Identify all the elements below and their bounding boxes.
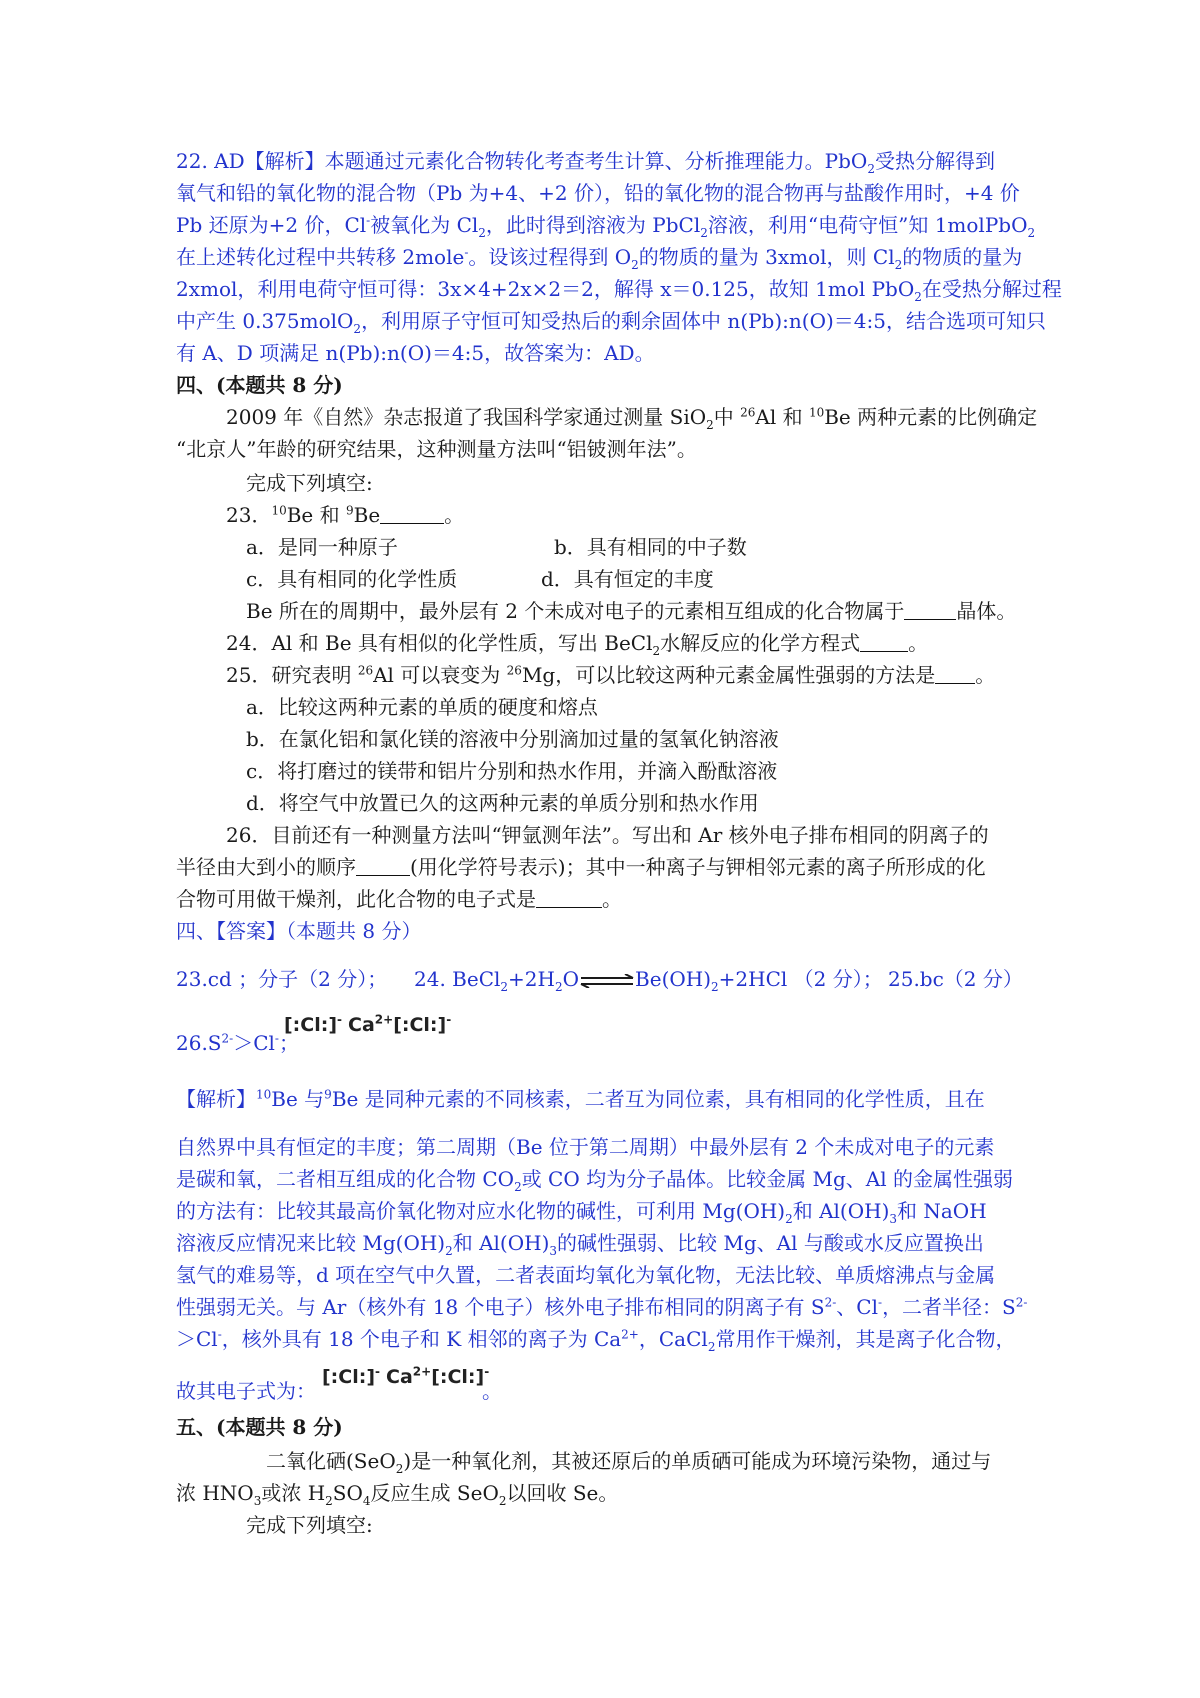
q22-line-2: 氧气和铅的氧化物的混合物（Pb 为+4、+2 价），铅的氧化物的混合物再与盐酸作用时，+4 价 (176, 181, 1020, 205)
q25-option-d: d．将空气中放置已久的这两种元素的单质分别和热水作用 (246, 791, 759, 815)
q22-text: 22. AD【解析】本题通过元素化合物转化考查考生计算、分析推理能力。PbO (176, 149, 868, 173)
analysis-line-1: 【解析】$^{10}$Be 与$^9$Be 是同种元素的不同核素，二者互为同位素，具有相同的化学性质，且在 (176, 1087, 985, 1111)
q22-line-3: Pb 还原为+2 价，Cl-被氧化为 $Cl_2$，此时得到溶液为 PbCl$_2$溶液，利用“电荷守恒”知 1molPbO$_2$ (176, 213, 1036, 240)
sec4-intro-line-1: 2009 年《自然》杂志报道了我国科学家通过测量 SiO$_2$中 $^{26}$Al 和 $^{10}$Be 两种元素的比例确定 (226, 405, 1038, 432)
sec5-line-1: 二氧化硒(SeO$_2$)是一种氧化剂，其被还原后的单质硒可能成为环境污染物，通过与 (266, 1449, 992, 1476)
q23-option-a: a．是同一种原子 (246, 535, 398, 559)
analysis-line-4: 的方法有：比较其最高价氧化物对应水化物的碱性，可利用 $Mg(OH)_2$和 $Al(OH)_3$和 NaOH (176, 1199, 987, 1226)
analysis-line-9: 故其电子式为： (176, 1379, 316, 1403)
answer-blank[interactable] (904, 601, 956, 620)
analysis-line-5: 溶液反应情况来比较 $Mg(OH)_2$和 $Al(OH)_3$的碱性强弱、比较 Mg、Al 与酸或水反应置换出 (176, 1231, 984, 1258)
section-4-heading: 四、(本题共 8 分) (176, 373, 343, 397)
q25-option-c: c．将打磨过的镁带和铝片分别和热水作用，并滴入酚酞溶液 (246, 759, 778, 783)
analysis-line-7: 性强弱无关。与 Ar（核外有 18 个电子）核外电子排布相同的阴离子有 $S^{2-}$、Cl-，二者半径：$S^{2-}$ (176, 1295, 1028, 1319)
answer-blank[interactable] (380, 505, 444, 524)
q22-line-7: 有 A、D 项满足 n(Pb):n(O)＝4:5，故答案为：AD。 (176, 341, 655, 365)
q26-line-3: 合物可用做干燥剂，此化合物的电子式是 。 (176, 887, 622, 911)
lewis-structure-cacl2: [:Cl:]- $Ca^{2+}[:Cl:]^-$ (284, 1012, 452, 1036)
answer-blank[interactable] (536, 889, 602, 908)
answer-23: 23.cd ；分子（2 分）； (176, 967, 388, 991)
analysis-line-8: ＞Cl-，核外具有 18 个电子和 K 相邻的离子为 $Ca^{2+}$，CaCl$_2$常用作干燥剂，其是离子化合物， (176, 1327, 1016, 1354)
q26-line-2: 半径由大到小的顺序 (用化学符号表示)；其中一种离子与钾相邻元素的离子所形成的化 (176, 855, 986, 879)
sec5-line-2: 浓 $HNO_3$或浓 $H_2SO_4$反应生成 SeO$_2$以回收 Se。 (176, 1481, 619, 1508)
sec4-intro-line-2: “北京人”年龄的研究结果，这种测量方法叫“铝铍测年法”。 (176, 437, 697, 461)
analysis-line-3: 是碳和氧，二者相互组成的化合物 $CO_2$或 CO 均为分子晶体。比较金属 Mg、Al 的金属性强弱 (176, 1167, 1013, 1194)
answer-26: $26.S^{2-}>Cl^-$； (176, 1031, 299, 1055)
equilibrium-arrow-icon (579, 974, 635, 988)
q22-line-4: 在上述转化过程中共转移 2mole-。设该过程得到 $O_2$的物质的量为 3xmol，则 $Cl_2$的物质的量为 (176, 245, 1023, 272)
q23-follow: Be 所在的周期中，最外层有 2 个未成对电子的元素相互组成的化合物属于 晶体。 (246, 599, 1017, 623)
q23-option-d: d．具有恒定的丰度 (541, 567, 714, 591)
answer-blank[interactable] (935, 665, 975, 684)
q22-line-6: 中产生 0.375molO$_2$，利用原子守恒可知受热后的剩余固体中 n(Pb):n(O)＝4:5，结合选项可知只 (176, 309, 1046, 336)
section-5-heading: 五、(本题共 8 分) (176, 1415, 343, 1439)
sec4-instruction: 完成下列填空: (246, 471, 373, 495)
analysis-line-6: 氢气的难易等，d 项在空气中久置，二者表面均氧化为氧化物，无法比较、单质熔沸点与金属 (176, 1263, 996, 1287)
answer-25: 25.bc（2 分） (888, 967, 1023, 991)
q24-stem: 24．Al 和 Be 具有相似的化学性质，写出 BeCl$_2$水解反应的化学方程式 。 (226, 631, 929, 658)
q25-option-b: b．在氯化铝和氯化镁的溶液中分别滴加过量的氢氧化钠溶液 (246, 727, 779, 751)
q22-line-1: 22. AD【解析】本题通过元素化合物转化考查考生计算、分析推理能力。PbO$_2$受热分解得到 (176, 149, 995, 176)
analysis-line-9-end: 。 (482, 1379, 502, 1403)
q25-stem: 25．研究表明 $^{26}$Al 可以衰变为 $^{26}$Mg，可以比较这两种元素金属性强弱的方法是 。 (226, 663, 996, 687)
answer-blank[interactable] (356, 857, 410, 876)
lewis-structure-cacl2-analysis: [:Cl:]- $Ca^{2+}[:Cl:]^-$ (322, 1364, 490, 1388)
q23-option-b: b．具有相同的中子数 (554, 535, 747, 559)
answer-blank[interactable] (860, 633, 908, 652)
q23-option-c: c．具有相同的化学性质 (246, 567, 458, 591)
sec5-instruction: 完成下列填空: (246, 1513, 373, 1537)
analysis-tag: 【解析】 (176, 1087, 256, 1111)
q25-option-a: a．比较这两种元素的单质的硬度和熔点 (246, 695, 598, 719)
answer-4-heading: 四、【答案】（本题共 8 分） (176, 919, 422, 943)
analysis-line-2: 自然界中具有恒定的丰度；第二周期（Be 位于第二周期）中最外层有 2 个未成对电子的元素 (176, 1135, 995, 1159)
q22-line-5: 2xmol，利用电荷守恒可得：3x×4+2x×2＝2，解得 x＝0.125，故知 1mol PbO$_2$在受热分解过程 (176, 277, 1062, 304)
q23-stem: 23．$^{10}$Be 和 $^9$Be 。 (226, 503, 465, 527)
q26-line-1: 26．目前还有一种测量方法叫“钾氩测年法”。写出和 Ar 核外电子排布相同的阴离子的 (226, 823, 989, 847)
answer-24: 24. $BeCl_2+2H_2O$ $Be(OH)_2+2HCl$ （2 分）； (414, 967, 883, 994)
